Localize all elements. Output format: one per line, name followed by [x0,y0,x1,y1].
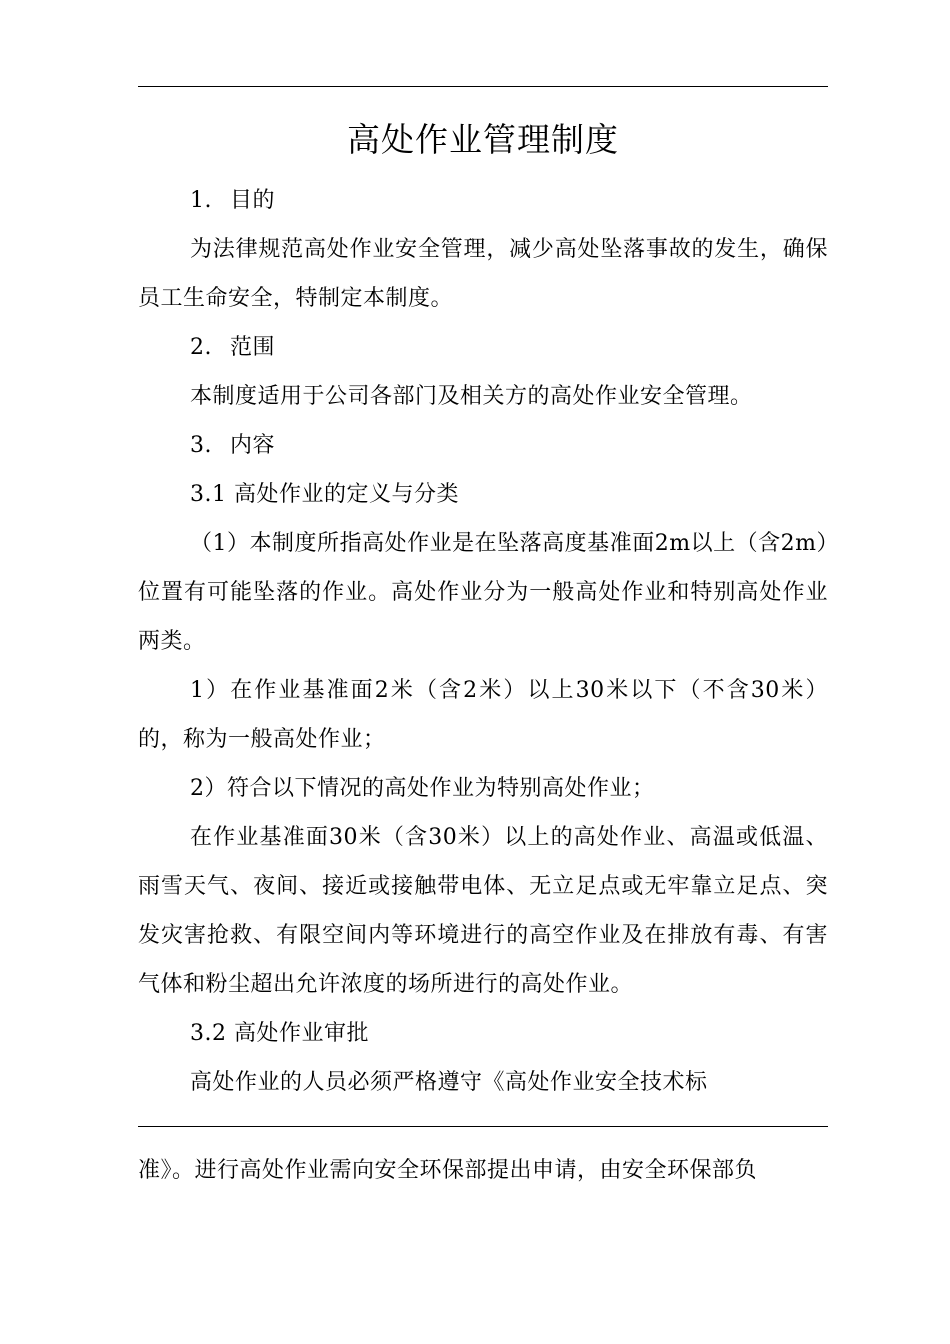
paragraph-special-detail: 在作业基准面30米（含30米）以上的高处作业、高温或低温、雨雪天气、夜间、接近或接触带电体、无立足点或无牢靠立足点、突发灾害抢救、有限空间内等环境进行的高空作业及在排放有毒、有害气体和粉尘超出允许浓度的场所进行的高处作业。 [138,825,828,997]
subheading-approval: 3.2 高处作业审批 [190,1021,369,1046]
subheading-definition: 3.1 高处作业的定义与分类 [190,482,459,507]
section-heading-content [138,421,828,470]
section-heading-purpose [138,176,828,225]
footer-rule [138,1126,828,1127]
section-heading-scope [138,323,828,372]
paragraph-purpose: 为法律规范高处作业安全管理，减少高处坠落事故的发生，确保员工生命安全，特制定本制度。 [138,237,828,311]
paragraph-approval-continuation: 准》。进行高处作业需向安全环保部提出申请，由安全环保部负 [138,1158,758,1183]
header-rule [138,86,828,87]
section-number: 1. [190,188,212,213]
section-label: 范围 [230,335,276,360]
paragraph-definition: （1）本制度所指高处作业是在坠落高度基准面2m以上（含2m）位置有可能坠落的作业。高处作业分为一般高处作业和特别高处作业两类。 [138,531,828,654]
document-title: 高处作业管理制度 [347,120,619,159]
section-number: 2. [190,335,212,360]
section-label: 目的 [230,188,276,213]
paragraph-general-work: 1）在作业基准面2米（含2米）以上30米以下（不含30米）的，称为一般高处作业； [138,678,828,752]
document-body [138,112,828,1107]
section-label: 内容 [230,433,276,458]
section-number: 3. [190,433,212,458]
paragraph-approval-start: 高处作业的人员必须严格遵守《高处作业安全技术标 [190,1070,708,1095]
paragraph-scope: 本制度适用于公司各部门及相关方的高处作业安全管理。 [190,384,753,409]
paragraph-special-work: 2）符合以下情况的高处作业为特别高处作业； [190,776,655,801]
